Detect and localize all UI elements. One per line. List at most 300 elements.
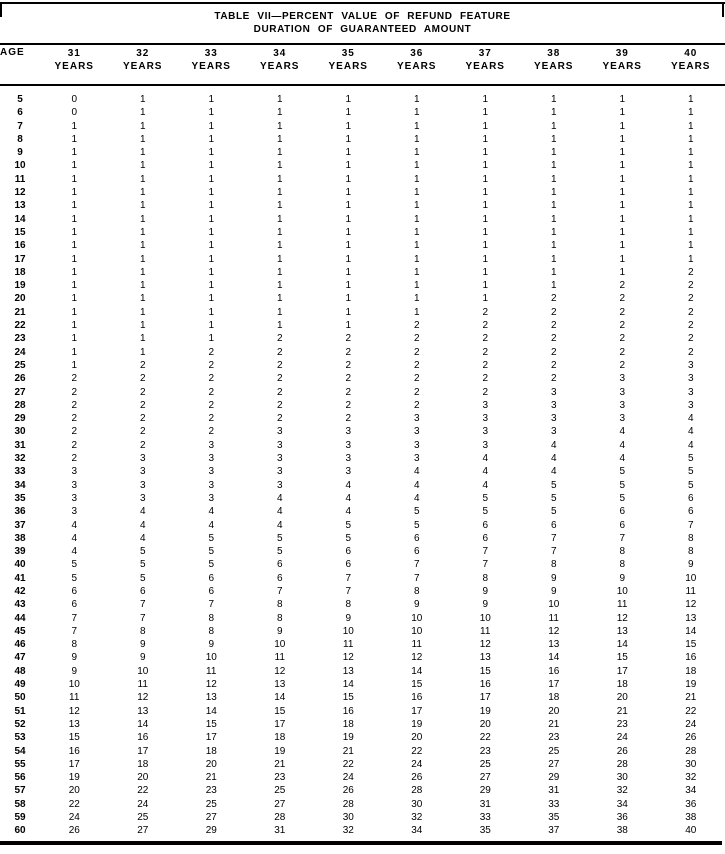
years-label: YEARS xyxy=(465,61,505,72)
percent-value-cell: 1 xyxy=(139,147,146,159)
percent-value-cell: 5 xyxy=(482,506,489,518)
percent-value-cell: 1 xyxy=(208,133,215,145)
percent-value-cell: 9 xyxy=(71,665,78,677)
percent-value-cell: 1 xyxy=(550,120,557,132)
percent-value-cell: 22 xyxy=(342,758,354,770)
percent-value-cell: 30 xyxy=(342,812,354,824)
percent-value-cell: 10 xyxy=(479,612,491,624)
percent-value-cell: 6 xyxy=(482,532,489,544)
percent-value-cell: 13 xyxy=(342,665,354,677)
percent-value-cell: 14 xyxy=(548,652,560,664)
percent-value-cell: 1 xyxy=(139,346,146,358)
percent-value-cell: 3 xyxy=(345,466,352,478)
percent-value-cell: 3 xyxy=(482,413,489,425)
percent-value-cell: 21 xyxy=(616,705,628,717)
percent-value-cell: 32 xyxy=(342,825,354,837)
percent-value-cell: 5 xyxy=(619,479,626,491)
percent-value-cell: 4 xyxy=(687,426,694,438)
percent-value-cell: 22 xyxy=(685,705,697,717)
percent-value-cell: 1 xyxy=(619,226,626,238)
percent-value-cell: 3 xyxy=(619,373,626,385)
percent-value-cell: 15 xyxy=(205,718,217,730)
percent-value-cell: 1 xyxy=(550,147,557,159)
percent-value-cell: 1 xyxy=(139,253,146,265)
percent-value-cell: 2 xyxy=(687,346,694,358)
table-row xyxy=(0,691,725,704)
percent-value-cell: 3 xyxy=(687,373,694,385)
percent-value-cell: 6 xyxy=(71,599,78,611)
percent-value-cell: 10 xyxy=(68,679,80,691)
percent-value-cell: 3 xyxy=(208,479,215,491)
percent-value-cell: 6 xyxy=(208,572,215,584)
age-cell: 52 xyxy=(14,718,26,730)
percent-value-cell: 1 xyxy=(482,293,489,305)
percent-value-cell: 15 xyxy=(479,665,491,677)
table-row xyxy=(0,306,725,319)
percent-value-cell: 1 xyxy=(619,147,626,159)
percent-value-cell: 8 xyxy=(208,625,215,637)
table-row xyxy=(0,106,725,119)
percent-value-cell: 15 xyxy=(342,692,354,704)
percent-value-cell: 2 xyxy=(413,373,420,385)
percent-value-cell: 24 xyxy=(411,758,423,770)
percent-value-cell: 28 xyxy=(616,758,628,770)
percent-value-cell: 11 xyxy=(685,585,696,597)
age-cell: 20 xyxy=(14,293,26,305)
percent-value-cell: 9 xyxy=(208,639,215,651)
percent-value-cell: 12 xyxy=(548,625,560,637)
percent-value-cell: 20 xyxy=(205,758,217,770)
percent-value-cell: 17 xyxy=(68,758,80,770)
age-cell: 44 xyxy=(14,612,26,624)
percent-value-cell: 4 xyxy=(413,492,420,504)
percent-value-cell: 2 xyxy=(345,359,352,371)
percent-value-cell: 5 xyxy=(208,546,215,558)
percent-value-cell: 1 xyxy=(619,213,626,225)
percent-value-cell: 1 xyxy=(687,240,694,252)
percent-value-cell: 18 xyxy=(616,679,628,691)
percent-value-cell: 13 xyxy=(137,705,149,717)
percent-value-cell: 1 xyxy=(550,133,557,145)
percent-value-cell: 1 xyxy=(139,306,146,318)
percent-value-cell: 1 xyxy=(482,147,489,159)
percent-value-cell: 10 xyxy=(137,665,149,677)
percent-value-cell: 20 xyxy=(137,772,149,784)
table-header-row xyxy=(0,47,725,85)
age-cell: 37 xyxy=(14,519,26,531)
percent-value-cell: 3 xyxy=(687,386,694,398)
percent-value-cell: 3 xyxy=(345,426,352,438)
age-cell: 34 xyxy=(14,479,26,491)
percent-value-cell: 36 xyxy=(685,798,697,810)
percent-value-cell: 1 xyxy=(208,147,215,159)
percent-value-cell: 11 xyxy=(137,679,148,691)
table-row xyxy=(0,745,725,758)
table-row xyxy=(0,199,725,212)
table-row xyxy=(0,173,725,186)
percent-value-cell: 2 xyxy=(687,306,694,318)
percent-value-cell: 1 xyxy=(345,200,352,212)
percent-value-cell: 1 xyxy=(687,187,694,199)
percent-value-cell: 5 xyxy=(687,466,694,478)
year-column-header xyxy=(520,47,589,85)
percent-value-cell: 1 xyxy=(413,266,420,278)
percent-value-cell: 2 xyxy=(71,426,78,438)
percent-value-cell: 2 xyxy=(139,373,146,385)
age-cell: 47 xyxy=(14,652,26,664)
age-cell: 35 xyxy=(14,492,26,504)
table-row xyxy=(0,279,725,292)
percent-value-cell: 1 xyxy=(687,173,694,185)
year-column-header xyxy=(314,47,383,85)
table-row xyxy=(0,226,725,239)
percent-value-cell: 14 xyxy=(685,625,697,637)
age-cell: 51 xyxy=(14,705,26,717)
percent-value-cell: 8 xyxy=(276,612,283,624)
percent-value-cell: 33 xyxy=(548,798,560,810)
percent-value-cell: 1 xyxy=(139,280,146,292)
percent-value-cell: 1 xyxy=(208,213,215,225)
table-row xyxy=(0,372,725,385)
percent-value-cell: 10 xyxy=(411,612,423,624)
percent-value-cell: 3 xyxy=(482,426,489,438)
percent-value-cell: 17 xyxy=(205,732,217,744)
percent-value-cell: 24 xyxy=(137,798,149,810)
percent-value-cell: 27 xyxy=(479,772,491,784)
table-row xyxy=(0,479,725,492)
age-cell: 42 xyxy=(14,585,26,597)
percent-value-cell: 12 xyxy=(342,652,354,664)
percent-value-cell: 21 xyxy=(205,772,217,784)
percent-value-cell: 2 xyxy=(208,426,215,438)
years-label: YEARS xyxy=(671,61,711,72)
years-label: YEARS xyxy=(123,61,163,72)
percent-value-cell: 34 xyxy=(411,825,423,837)
percent-value-cell: 1 xyxy=(345,94,352,105)
percent-value-cell: 1 xyxy=(619,187,626,199)
percent-value-cell: 14 xyxy=(205,705,217,717)
percent-value-cell: 3 xyxy=(139,466,146,478)
percent-value-cell: 3 xyxy=(139,453,146,465)
percent-value-cell: 9 xyxy=(482,599,489,611)
percent-value-cell: 7 xyxy=(619,532,626,544)
percent-value-cell: 19 xyxy=(479,705,491,717)
year-number: 36 xyxy=(410,48,424,59)
refund-value-table xyxy=(0,47,725,838)
percent-value-cell: 25 xyxy=(205,798,217,810)
percent-value-cell: 1 xyxy=(345,120,352,132)
percent-value-cell: 35 xyxy=(548,812,560,824)
percent-value-cell: 7 xyxy=(482,546,489,558)
percent-value-cell: 1 xyxy=(482,133,489,145)
age-cell: 57 xyxy=(14,785,26,797)
percent-value-cell: 26 xyxy=(411,772,423,784)
percent-value-cell: 1 xyxy=(687,200,694,212)
percent-value-cell: 1 xyxy=(208,173,215,185)
percent-value-cell: 1 xyxy=(413,226,420,238)
age-cell: 43 xyxy=(14,599,26,611)
percent-value-cell: 2 xyxy=(345,346,352,358)
percent-value-cell: 2 xyxy=(345,386,352,398)
percent-value-cell: 1 xyxy=(71,306,78,318)
percent-value-cell: 2 xyxy=(71,386,78,398)
percent-value-cell: 4 xyxy=(345,506,352,518)
percent-value-cell: 4 xyxy=(71,546,78,558)
percent-value-cell: 1 xyxy=(71,133,78,145)
percent-value-cell: 1 xyxy=(482,173,489,185)
age-cell: 13 xyxy=(14,200,26,212)
percent-value-cell: 2 xyxy=(482,306,489,318)
percent-value-cell: 1 xyxy=(482,120,489,132)
percent-value-cell: 19 xyxy=(68,772,80,784)
percent-value-cell: 1 xyxy=(71,240,78,252)
percent-value-cell: 21 xyxy=(342,745,354,757)
percent-value-cell: 23 xyxy=(616,718,628,730)
table-row xyxy=(0,824,725,837)
percent-value-cell: 5 xyxy=(550,492,557,504)
percent-value-cell: 1 xyxy=(71,266,78,278)
percent-value-cell: 3 xyxy=(413,426,420,438)
percent-value-cell: 2 xyxy=(276,386,283,398)
year-column-header xyxy=(383,47,452,85)
percent-value-cell: 3 xyxy=(345,439,352,451)
years-label: YEARS xyxy=(260,61,300,72)
percent-value-cell: 30 xyxy=(616,772,628,784)
percent-value-cell: 3 xyxy=(482,399,489,411)
percent-value-cell: 13 xyxy=(685,612,697,624)
percent-value-cell: 1 xyxy=(208,240,215,252)
percent-value-cell: 25 xyxy=(548,745,560,757)
percent-value-cell: 3 xyxy=(550,399,557,411)
percent-value-cell: 9 xyxy=(139,639,146,651)
years-label: YEARS xyxy=(191,61,231,72)
percent-value-cell: 1 xyxy=(345,253,352,265)
percent-value-cell: 1 xyxy=(413,173,420,185)
percent-value-cell: 18 xyxy=(205,745,217,757)
percent-value-cell: 3 xyxy=(687,359,694,371)
percent-value-cell: 1 xyxy=(71,346,78,358)
percent-value-cell: 2 xyxy=(276,413,283,425)
percent-value-cell: 13 xyxy=(479,652,491,664)
title-divider-rule xyxy=(0,43,725,45)
years-label: YEARS xyxy=(328,61,368,72)
table-row xyxy=(0,585,725,598)
table-row xyxy=(0,771,725,784)
percent-value-cell: 2 xyxy=(139,426,146,438)
percent-value-cell: 1 xyxy=(71,333,78,345)
percent-value-cell: 1 xyxy=(482,160,489,172)
percent-value-cell: 16 xyxy=(342,705,354,717)
percent-value-cell: 1 xyxy=(276,94,283,105)
percent-value-cell: 29 xyxy=(205,825,217,837)
table-row xyxy=(0,239,725,252)
percent-value-cell: 1 xyxy=(139,107,146,119)
years-label: YEARS xyxy=(54,61,94,72)
percent-value-cell: 2 xyxy=(208,386,215,398)
percent-value-cell: 5 xyxy=(345,519,352,531)
percent-value-cell: 7 xyxy=(71,612,78,624)
table-title-line2: DURATION OF GUARANTEED AMOUNT xyxy=(253,24,472,35)
table-row xyxy=(0,159,725,172)
percent-value-cell: 1 xyxy=(139,120,146,132)
percent-value-cell: 1 xyxy=(550,253,557,265)
percent-value-cell: 1 xyxy=(71,293,78,305)
percent-value-cell: 35 xyxy=(479,825,491,837)
percent-value-cell: 1 xyxy=(71,160,78,172)
percent-value-cell: 18 xyxy=(548,692,560,704)
percent-value-cell: 2 xyxy=(139,439,146,451)
percent-value-cell: 2 xyxy=(550,306,557,318)
percent-value-cell: 19 xyxy=(411,718,423,730)
age-cell: 11 xyxy=(14,173,26,185)
percent-value-cell: 7 xyxy=(139,612,146,624)
percent-value-cell: 2 xyxy=(687,333,694,345)
percent-value-cell: 28 xyxy=(342,798,354,810)
percent-value-cell: 30 xyxy=(411,798,423,810)
table-row xyxy=(0,598,725,611)
age-cell: 28 xyxy=(14,399,26,411)
year-column-header xyxy=(246,47,315,85)
percent-value-cell: 34 xyxy=(616,798,628,810)
percent-value-cell: 1 xyxy=(208,253,215,265)
percent-value-cell: 19 xyxy=(342,732,354,744)
table-title xyxy=(0,10,725,36)
percent-value-cell: 1 xyxy=(619,120,626,132)
percent-value-cell: 12 xyxy=(616,612,628,624)
percent-value-cell: 5 xyxy=(482,492,489,504)
table-row xyxy=(0,638,725,651)
table-row xyxy=(0,558,725,571)
percent-value-cell: 20 xyxy=(411,732,423,744)
percent-value-cell: 1 xyxy=(276,147,283,159)
percent-value-cell: 1 xyxy=(345,147,352,159)
percent-value-cell: 1 xyxy=(550,213,557,225)
percent-value-cell: 1 xyxy=(139,266,146,278)
year-number: 34 xyxy=(273,48,287,59)
percent-value-cell: 16 xyxy=(479,679,491,691)
percent-value-cell: 10 xyxy=(274,639,286,651)
percent-value-cell: 1 xyxy=(345,160,352,172)
percent-value-cell: 25 xyxy=(137,812,149,824)
percent-value-cell: 1 xyxy=(345,133,352,145)
percent-value-cell: 4 xyxy=(139,519,146,531)
age-cell: 21 xyxy=(14,306,26,318)
table-row xyxy=(0,146,725,159)
age-cell: 12 xyxy=(14,187,26,199)
table-row xyxy=(0,386,725,399)
percent-value-cell: 15 xyxy=(411,679,423,691)
percent-value-cell: 5 xyxy=(687,453,694,465)
percent-value-cell: 1 xyxy=(619,133,626,145)
percent-value-cell: 11 xyxy=(411,639,422,651)
percent-value-cell: 8 xyxy=(619,546,626,558)
percent-value-cell: 1 xyxy=(139,320,146,332)
percent-value-cell: 1 xyxy=(208,120,215,132)
percent-value-cell: 20 xyxy=(548,705,560,717)
age-cell: 24 xyxy=(14,346,26,358)
percent-value-cell: 10 xyxy=(411,625,423,637)
age-cell: 33 xyxy=(14,466,26,478)
percent-value-cell: 2 xyxy=(550,333,557,345)
age-cell: 39 xyxy=(14,546,26,558)
percent-value-cell: 1 xyxy=(139,160,146,172)
age-cell: 6 xyxy=(17,107,23,119)
percent-value-cell: 1 xyxy=(550,173,557,185)
percent-value-cell: 40 xyxy=(685,825,697,837)
percent-value-cell: 2 xyxy=(276,399,283,411)
table-row xyxy=(0,705,725,718)
percent-value-cell: 6 xyxy=(71,585,78,597)
table-row xyxy=(0,811,725,824)
percent-value-cell: 23 xyxy=(548,732,560,744)
percent-value-cell: 3 xyxy=(71,506,78,518)
percent-value-cell: 10 xyxy=(685,572,697,584)
percent-value-cell: 1 xyxy=(71,147,78,159)
percent-value-cell: 1 xyxy=(71,280,78,292)
percent-value-cell: 2 xyxy=(550,320,557,332)
year-column-header xyxy=(177,47,246,85)
age-cell: 36 xyxy=(14,506,26,518)
age-cell: 15 xyxy=(14,226,26,238)
percent-value-cell: 6 xyxy=(687,506,694,518)
percent-value-cell: 1 xyxy=(276,200,283,212)
percent-value-cell: 1 xyxy=(71,187,78,199)
percent-value-cell: 2 xyxy=(71,453,78,465)
percent-value-cell: 3 xyxy=(208,453,215,465)
percent-value-cell: 2 xyxy=(139,359,146,371)
percent-value-cell: 12 xyxy=(205,679,217,691)
percent-value-cell: 2 xyxy=(276,346,283,358)
age-cell: 48 xyxy=(14,665,26,677)
percent-value-cell: 5 xyxy=(208,532,215,544)
percent-value-cell: 30 xyxy=(685,758,697,770)
percent-value-cell: 7 xyxy=(413,572,420,584)
percent-value-cell: 1 xyxy=(413,120,420,132)
age-cell: 23 xyxy=(14,333,26,345)
percent-value-cell: 7 xyxy=(139,599,146,611)
percent-value-cell: 2 xyxy=(482,333,489,345)
percent-value-cell: 2 xyxy=(413,346,420,358)
percent-value-cell: 13 xyxy=(616,625,628,637)
percent-value-cell: 8 xyxy=(687,546,694,558)
percent-value-cell: 2 xyxy=(619,333,626,345)
percent-value-cell: 31 xyxy=(479,798,491,810)
percent-value-cell: 14 xyxy=(137,718,149,730)
percent-value-cell: 2 xyxy=(619,359,626,371)
table-row xyxy=(0,678,725,691)
percent-value-cell: 1 xyxy=(276,320,283,332)
percent-value-cell: 6 xyxy=(345,559,352,571)
percent-value-cell: 1 xyxy=(276,293,283,305)
table-row xyxy=(0,425,725,438)
percent-value-cell: 2 xyxy=(619,346,626,358)
year-column-header xyxy=(109,47,178,85)
percent-value-cell: 1 xyxy=(71,120,78,132)
percent-value-cell: 10 xyxy=(616,585,628,597)
percent-value-cell: 2 xyxy=(276,359,283,371)
percent-value-cell: 12 xyxy=(479,639,491,651)
percent-value-cell: 2 xyxy=(345,413,352,425)
percent-value-cell: 1 xyxy=(345,306,352,318)
percent-value-cell: 32 xyxy=(685,772,697,784)
percent-value-cell: 24 xyxy=(342,772,354,784)
percent-value-cell: 1 xyxy=(482,187,489,199)
top-rule xyxy=(0,2,725,4)
percent-value-cell: 1 xyxy=(276,107,283,119)
percent-value-cell: 1 xyxy=(345,173,352,185)
percent-value-cell: 1 xyxy=(482,226,489,238)
table-row xyxy=(0,213,725,226)
